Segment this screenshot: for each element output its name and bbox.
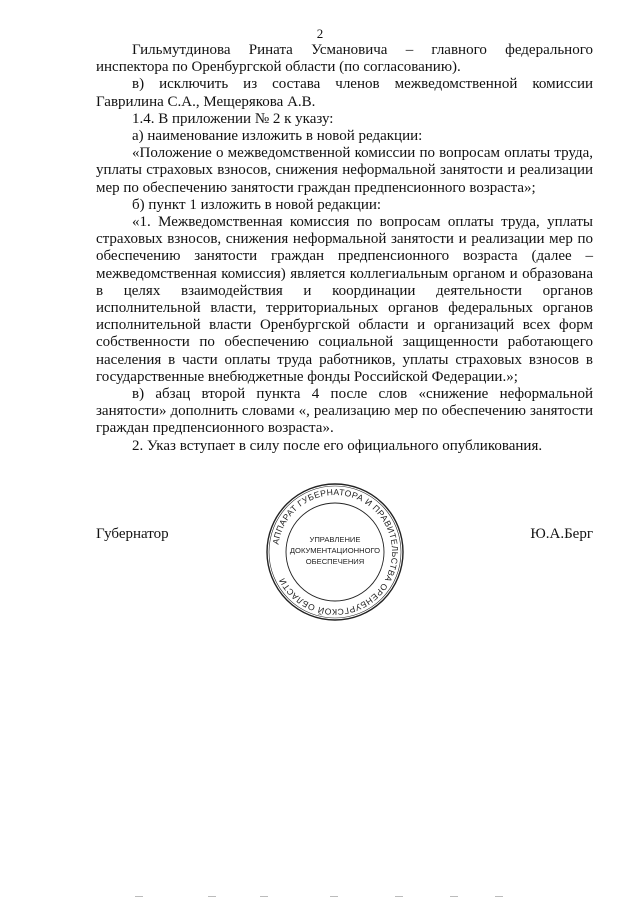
- stamp-inner-line-3: ОБЕСПЕЧЕНИЯ: [305, 557, 365, 566]
- paragraph-1: Гильмутдинова Рината Усмановича – главного федерального инспектора по Оренбургской области (по согласованию).: [96, 42, 593, 76]
- paragraph-5: «Положение о межведомственной комиссии по вопросам оплаты труда, уплаты страховых взносов, снижения неформальной занятости и реализации мер по обеспечению занятости граждан предпенсионного возраста»;: [96, 145, 593, 196]
- stamp-inner-line-2: ДОКУМЕНТАЦИОННОГО: [289, 546, 381, 555]
- stamp-outer-textpath: АППАРАТ ГУБЕРНАТОРА И ПРАВИТЕЛЬСТВА ОРЕНБУРГСКОЙ ОБЛАСТИ: [270, 486, 401, 618]
- signature-name: Ю.А.Берг: [530, 526, 593, 542]
- paragraph-4: а) наименование изложить в новой редакции:: [132, 128, 423, 145]
- paragraph-3: 1.4. В приложении № 2 к указу:: [132, 110, 334, 127]
- scan-dot: [330, 896, 338, 897]
- scan-artifacts: [0, 896, 640, 900]
- stamp-inner-line-1: УПРАВЛЕНИЕ: [309, 535, 361, 544]
- signature-title: Губернатор: [96, 526, 169, 542]
- paragraph-6: б) пункт 1 изложить в новой редакции:: [132, 196, 382, 213]
- paragraph-2: в) исключить из состава членов межведомственной комиссии Гаврилина С.А., Мещерякова А.В.: [96, 76, 593, 110]
- stamp-seal: [265, 482, 405, 622]
- scan-dot: [135, 896, 143, 897]
- page-number: 2: [316, 26, 324, 41]
- paragraph-8: в) абзац второй пункта 4 после слов «снижение неформальной занятости» дополнить словами «, реализацию мер по обеспечению занятости граждан предпенсионного возраста».: [96, 386, 593, 437]
- paragraph-7: «1. Межведомственная комиссия по вопросам оплаты труда, уплаты страховых взносов, снижения неформальной занятости и реализации мер по обеспечению занятости граждан предпенсионного возраста (далее – межведомственная комиссия) является коллегиальным органом и образована в целях взаимодействия и координации деятельности органов исполнительной власти, территориальных органов федеральных органов исполнительной власти Оренбургской области и организаций всех форм собственности по обеспечению социальной защищенности работающего населения в части оплаты труда работников, уплаты страховых взносов в государственные внебюджетные фонды Российской Федерации.»;: [96, 214, 593, 385]
- official-stamp: [265, 482, 405, 622]
- document-body: [96, 42, 593, 455]
- paragraph-9: 2. Указ вступает в силу после его официального опубликования.: [132, 437, 543, 454]
- scan-dot: [395, 896, 403, 897]
- scan-dot: [450, 896, 458, 897]
- scan-dot: [260, 896, 268, 897]
- scan-dot: [495, 896, 503, 897]
- scan-dot: [208, 896, 216, 897]
